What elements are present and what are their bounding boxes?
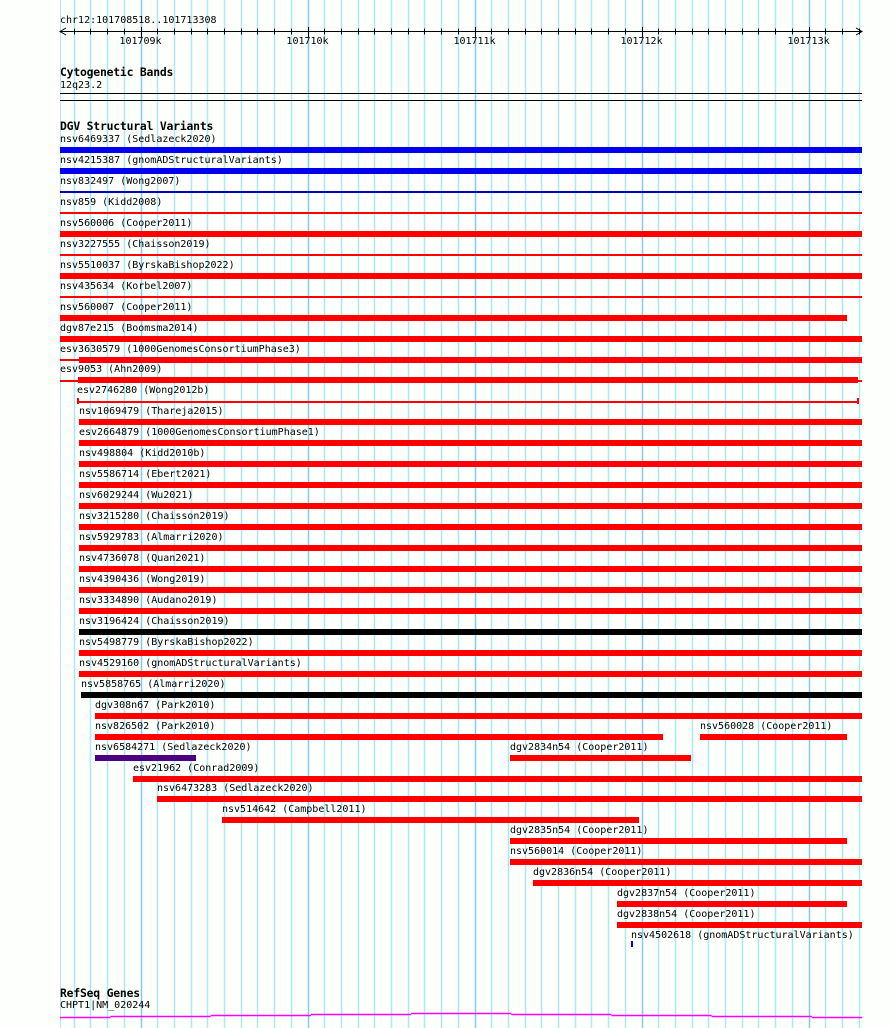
gene-label[interactable]: CHPT1|NM_020244 bbox=[60, 1000, 151, 1011]
variant-bar[interactable] bbox=[81, 692, 862, 698]
variant-bar[interactable] bbox=[79, 524, 862, 530]
variant-label[interactable]: nsv826502 (Park2010) bbox=[95, 721, 216, 732]
variant-label[interactable]: nsv560006 (Cooper2011) bbox=[60, 218, 193, 229]
cytoband-label[interactable]: 12q23.2 bbox=[60, 80, 103, 91]
variant-label[interactable]: nsv3227555 (Chaisson2019) bbox=[60, 239, 211, 250]
variant-label[interactable]: nsv5498779 (ByrskaBishop2022) bbox=[79, 637, 254, 648]
variant-bar[interactable] bbox=[79, 629, 862, 635]
variant-bar[interactable] bbox=[510, 859, 862, 865]
variant-label[interactable]: nsv859 (Kidd2008) bbox=[60, 197, 163, 208]
variant-label[interactable]: dgv2834n54 (Cooper2011) bbox=[510, 742, 649, 753]
ruler-tick-label: 101710k bbox=[286, 36, 329, 47]
variant-label[interactable]: nsv560028 (Cooper2011) bbox=[700, 721, 833, 732]
location-label: chr12:101708518..101713308 bbox=[60, 15, 217, 26]
variant-bar[interactable] bbox=[60, 296, 862, 298]
variant-label[interactable]: nsv5510037 (ByrskaBishop2022) bbox=[60, 260, 235, 271]
variant-end-cap bbox=[77, 398, 79, 404]
variant-bar[interactable] bbox=[60, 380, 78, 382]
variant-label[interactable]: nsv4529160 (gnomADStructuralVariants) bbox=[79, 658, 302, 669]
variant-bar[interactable] bbox=[700, 734, 847, 740]
gene-coverage-line[interactable] bbox=[0, 1008, 890, 1028]
variant-bar[interactable] bbox=[60, 147, 862, 153]
variant-bar[interactable] bbox=[157, 796, 862, 802]
variant-bar[interactable] bbox=[60, 359, 79, 361]
variant-bar[interactable] bbox=[95, 755, 196, 761]
variant-bar[interactable] bbox=[133, 776, 862, 782]
variant-label[interactable]: nsv5929783 (Almarri2020) bbox=[79, 532, 224, 543]
cytoband-track-title: Cytogenetic Bands bbox=[60, 65, 174, 79]
variant-label[interactable]: nsv832497 (Wong2007) bbox=[60, 176, 181, 187]
variant-label[interactable]: nsv6029244 (Wu2021) bbox=[79, 490, 194, 501]
variant-bar[interactable] bbox=[79, 482, 862, 488]
variant-label[interactable]: nsv6473283 (Sedlazeck2020) bbox=[157, 783, 314, 794]
variant-bar[interactable] bbox=[78, 377, 858, 383]
variant-bar[interactable] bbox=[510, 755, 691, 761]
variant-bar[interactable] bbox=[95, 734, 663, 740]
variant-label[interactable]: nsv435634 (Korbel2007) bbox=[60, 281, 193, 292]
ruler-tick-label: 101709k bbox=[119, 36, 162, 47]
variant-bar[interactable] bbox=[631, 941, 633, 947]
variant-bar[interactable] bbox=[79, 357, 862, 363]
variant-bar[interactable] bbox=[79, 545, 862, 551]
variant-bar[interactable] bbox=[60, 254, 862, 256]
variant-label[interactable]: nsv3215280 (Chaisson2019) bbox=[79, 511, 230, 522]
variant-label[interactable]: nsv1069479 (Thareja2015) bbox=[79, 406, 224, 417]
ruler-tick-label: 101712k bbox=[620, 36, 663, 47]
variant-bar[interactable] bbox=[79, 440, 862, 446]
variant-label[interactable]: esv2664879 (1000GenomesConsortiumPhase1) bbox=[79, 427, 320, 438]
variant-bar[interactable] bbox=[60, 191, 862, 193]
variant-bar[interactable] bbox=[60, 231, 862, 237]
variant-bar[interactable] bbox=[60, 168, 862, 174]
variant-bar[interactable] bbox=[60, 336, 862, 342]
variant-label[interactable]: nsv3334890 (Audano2019) bbox=[79, 595, 218, 606]
variant-label[interactable]: nsv5858765 (Almarri2020) bbox=[81, 679, 226, 690]
variant-label[interactable]: nsv4502618 (gnomADStructuralVariants) bbox=[631, 930, 854, 941]
variant-bar[interactable] bbox=[79, 503, 862, 509]
variant-bar[interactable] bbox=[510, 838, 847, 844]
variant-label[interactable]: dgv308n67 (Park2010) bbox=[95, 700, 216, 711]
variant-bar[interactable] bbox=[79, 608, 862, 614]
variant-bar[interactable] bbox=[79, 587, 862, 593]
variant-bar[interactable] bbox=[79, 671, 862, 677]
variant-bar[interactable] bbox=[617, 901, 847, 907]
variant-label[interactable]: dgv87e215 (Boomsma2014) bbox=[60, 323, 199, 334]
cytoband-bar[interactable] bbox=[60, 93, 862, 94]
variant-label[interactable]: nsv4390436 (Wong2019) bbox=[79, 574, 206, 585]
variant-bar[interactable] bbox=[533, 880, 862, 886]
ruler-tick-label: 101713k bbox=[787, 36, 830, 47]
variant-label[interactable]: esv9053 (Ahn2009) bbox=[60, 364, 163, 375]
variant-label[interactable]: nsv4215387 (gnomADStructuralVariants) bbox=[60, 155, 283, 166]
variant-label[interactable]: nsv514642 (Campbell2011) bbox=[222, 804, 367, 815]
scale-ruler[interactable] bbox=[0, 24, 890, 50]
variant-label[interactable]: dgv2837n54 (Cooper2011) bbox=[617, 888, 756, 899]
variant-bar[interactable] bbox=[60, 315, 847, 321]
variant-label[interactable]: nsv498804 (Kidd2010b) bbox=[79, 448, 206, 459]
variant-bar[interactable] bbox=[79, 461, 862, 467]
variant-label[interactable]: nsv560007 (Cooper2011) bbox=[60, 302, 193, 313]
variant-label[interactable]: nsv6469337 (Sedlazeck2020) bbox=[60, 134, 217, 145]
dgv-track-title: DGV Structural Variants bbox=[60, 119, 214, 133]
variant-label[interactable]: nsv3196424 (Chaisson2019) bbox=[79, 616, 230, 627]
variant-bar[interactable] bbox=[858, 380, 862, 382]
variant-bar[interactable] bbox=[60, 212, 862, 214]
refseq-track-title: RefSeq Genes bbox=[60, 986, 140, 1000]
variant-label[interactable]: nsv560014 (Cooper2011) bbox=[510, 846, 643, 857]
variant-bar[interactable] bbox=[79, 419, 862, 425]
ruler-tick-label: 101711k bbox=[453, 36, 496, 47]
variant-bar[interactable] bbox=[617, 922, 862, 928]
variant-label[interactable]: dgv2835n54 (Cooper2011) bbox=[510, 825, 649, 836]
track-divider bbox=[60, 100, 862, 101]
variant-bar[interactable] bbox=[95, 713, 862, 719]
variant-bar[interactable] bbox=[79, 650, 862, 656]
variant-label[interactable]: dgv2838n54 (Cooper2011) bbox=[617, 909, 756, 920]
variant-label[interactable]: esv2746280 (Wong2012b) bbox=[77, 385, 210, 396]
variant-bar[interactable] bbox=[77, 401, 859, 403]
variant-bar[interactable] bbox=[79, 566, 862, 572]
variant-bar[interactable] bbox=[60, 273, 862, 279]
variant-end-cap bbox=[857, 398, 859, 404]
variant-label[interactable]: nsv6584271 (Sedlazeck2020) bbox=[95, 742, 252, 753]
variant-label[interactable]: nsv4736078 (Quan2021) bbox=[79, 553, 206, 564]
variant-label[interactable]: esv21962 (Conrad2009) bbox=[133, 763, 260, 774]
variant-label[interactable]: dgv2836n54 (Cooper2011) bbox=[533, 867, 672, 878]
variant-label[interactable]: nsv5586714 (Ebert2021) bbox=[79, 469, 212, 480]
variant-label[interactable]: esv3630579 (1000GenomesConsortiumPhase3) bbox=[60, 344, 301, 355]
variant-bar[interactable] bbox=[222, 817, 639, 823]
